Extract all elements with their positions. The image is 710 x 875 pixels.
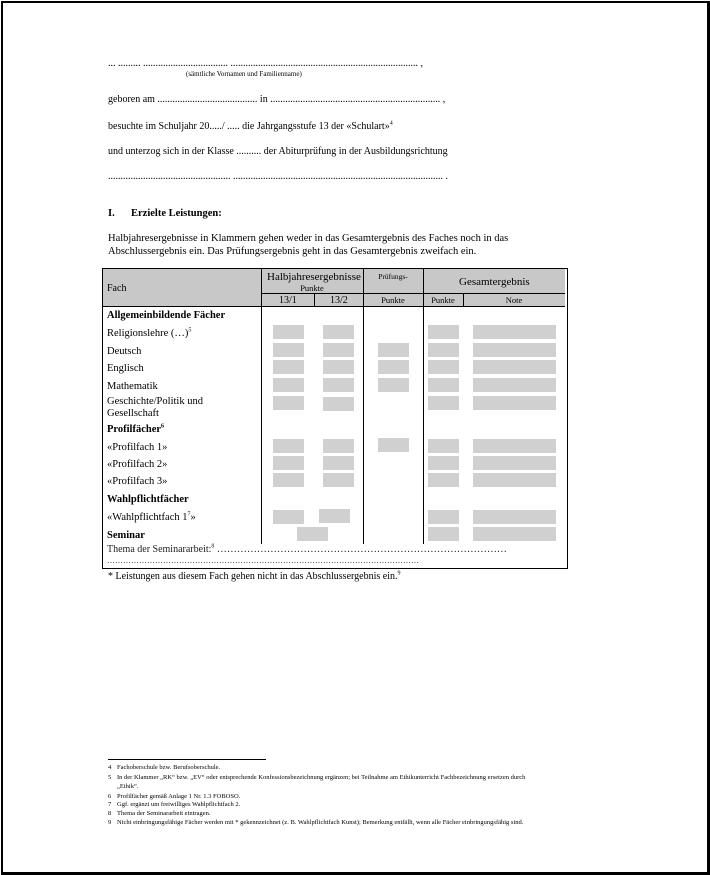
exam-field[interactable] [378, 438, 409, 452]
school-year-line: besuchte im Schuljahr 20...../ ..... die Jahrgangsstufe 13 der «Schulart»$^4$ [108, 120, 393, 132]
grade-field[interactable] [428, 473, 459, 487]
footnote-separator [108, 759, 266, 760]
name-line-caption: (sämtliche Vornamen und Familienname) [186, 70, 302, 78]
note-field[interactable] [473, 343, 556, 357]
non-eligible-note: * Leistungen aus diesem Fach gehen nicht in das Abschlussergebnis ein.$^9$ [108, 570, 401, 582]
grade-field[interactable] [323, 397, 354, 411]
note-field[interactable] [473, 378, 556, 392]
grade-field[interactable] [323, 325, 354, 339]
exam-field[interactable] [378, 360, 409, 374]
grade-field[interactable] [428, 456, 459, 470]
col-halbjahr-sub: Punkte [300, 283, 324, 293]
grade-field[interactable] [273, 510, 304, 524]
seminar-grade-field[interactable] [297, 527, 328, 541]
footnote: 8 Thema der Seminararbeit eintragen. [108, 810, 211, 817]
seminar-topic-dots: ……………………………………………………………………………………………………… [107, 556, 419, 565]
intro-line-1: Halbjahresergebnisse in Klammern gehen weder in das Gesamtergebnis des Faches noch in das [108, 233, 509, 244]
grade-field[interactable] [323, 343, 354, 357]
group-profil: Profilfächer$^6$ [107, 423, 165, 435]
note-field[interactable] [473, 439, 556, 453]
grade-field[interactable] [323, 439, 354, 453]
grade-field[interactable] [273, 396, 304, 410]
footnote: „Ethik“. [117, 783, 139, 790]
grade-field[interactable] [323, 360, 354, 374]
grade-field[interactable] [323, 456, 354, 470]
footnote: 9 Nicht einbringungsfähige Fächer werden mit * gekennzeichnet (z. B. Wahlpflichtfach Kunst); Bemerkung entfällt, wenn alle Fächer einbringungsfähig sind. [108, 819, 524, 826]
subject-englisch: Englisch [107, 363, 144, 374]
grade-field[interactable] [428, 360, 459, 374]
subject-profil-3: «Profilfach 3» [107, 476, 168, 487]
grade-field[interactable] [428, 527, 459, 541]
grade-field[interactable] [323, 378, 354, 392]
group-seminar: Seminar [107, 530, 145, 541]
grades-table [102, 268, 568, 569]
grade-field[interactable] [428, 510, 459, 524]
note-field[interactable] [473, 360, 556, 374]
subject-geschichte-2: Gesellschaft [107, 408, 159, 419]
footnote: 4 Fachoberschule bzw. Berufsoberschule. [108, 764, 221, 771]
group-allgemein: Allgemeinbildende Fächer [107, 310, 226, 321]
note-field[interactable] [473, 456, 556, 470]
subject-geschichte: Geschichte/Politik und [107, 396, 203, 407]
grade-field[interactable] [273, 439, 304, 453]
grade-field[interactable] [273, 473, 304, 487]
col-gesamt: Gesamtergebnis [459, 276, 530, 288]
footnote: 5 In der Klammer „RK“ bzw. „EV“ oder entsprechende Konfessionsbezeichnung ergänzen; bei Teilnahme am Ethikunterricht Fachbezeichnung ersetzen durch [108, 774, 526, 781]
subject-religion: Religionslehre (…)$^5$ [107, 327, 192, 339]
seminar-topic: Thema der Seminararbeit:$^8$ …………………………………………………………………………… [107, 543, 507, 555]
grade-field[interactable] [273, 360, 304, 374]
col-gesamt-punkte: Punkte [431, 295, 455, 305]
exam-line: und unterzog sich in der Klasse .......... der Abiturprüfung in der Ausbildungsrichtung [108, 146, 448, 157]
note-field[interactable] [473, 325, 556, 339]
subject-profil-2: «Profilfach 2» [107, 459, 168, 470]
note-field[interactable] [473, 473, 556, 487]
note-field[interactable] [473, 396, 556, 410]
col-pruefung: Prüfungs- [378, 272, 408, 281]
grade-field[interactable] [428, 343, 459, 357]
col-13-1: 13/1 [279, 295, 297, 306]
section-number: I. [108, 208, 115, 219]
name-line: ... ......... .................................. ........................................................................... , [108, 58, 423, 69]
col-pruefung-sub: Punkte [381, 295, 405, 305]
exam-field[interactable] [378, 343, 409, 357]
footnote: 6 Profilfächer gemäß Anlage 1 Nr. 1.3 FOBOSO. [108, 793, 241, 800]
birth-line: geboren am ........................................ in .................................................................... , [108, 94, 446, 105]
col-fach: Fach [107, 283, 127, 294]
grade-field[interactable] [273, 378, 304, 392]
subject-mathematik: Mathematik [107, 381, 158, 392]
grade-field[interactable] [319, 509, 350, 523]
grade-field[interactable] [273, 325, 304, 339]
grade-field[interactable] [273, 343, 304, 357]
col-gesamt-note: Note [505, 295, 523, 305]
intro-line-2: Abschlussergebnis ein. Das Prüfungsergebnis geht in das Gesamtergebnis zweifach ein. [108, 246, 477, 257]
grade-field[interactable] [428, 378, 459, 392]
exam-field[interactable] [378, 378, 409, 392]
col-halbjahr: Halbjahresergebnisse [267, 271, 361, 283]
grade-field[interactable] [428, 325, 459, 339]
subject-deutsch: Deutsch [107, 346, 142, 357]
group-wahlpflicht: Wahlpflichtfächer [107, 494, 189, 505]
col-13-2: 13/2 [330, 295, 348, 306]
note-field[interactable] [473, 527, 556, 541]
footnote: 7 Ggf. ergänzt um freiwilliges Wahlpflichtfach 2. [108, 801, 241, 808]
subject-wahlpflicht-1: «Wahlpflichtfach $1^7$» [107, 511, 196, 523]
grade-field[interactable] [428, 396, 459, 410]
direction-line: ................................................. .................................................................................... . [108, 171, 448, 182]
section-title: Erzielte Leistungen: [131, 208, 222, 219]
grade-field[interactable] [323, 473, 354, 487]
subject-profil-1: «Profilfach 1» [107, 442, 168, 453]
grade-field[interactable] [273, 456, 304, 470]
grade-field[interactable] [428, 439, 459, 453]
note-field[interactable] [473, 510, 556, 524]
